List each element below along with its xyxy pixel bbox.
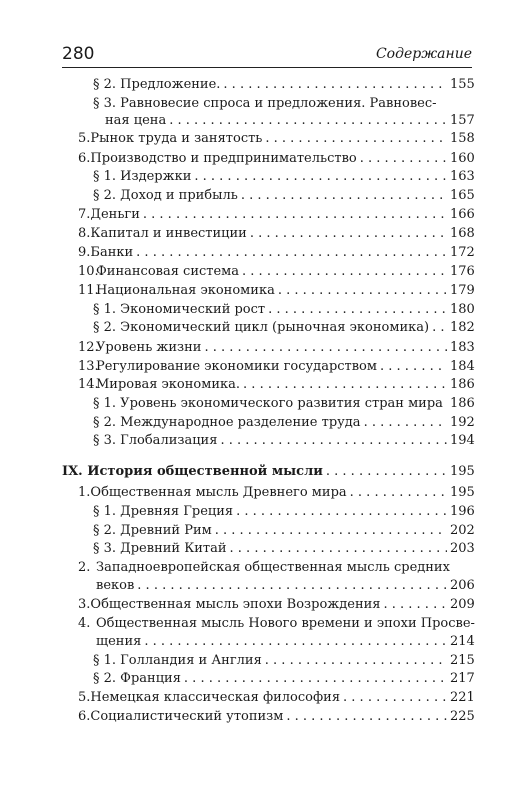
toc-entry[interactable]	[78, 244, 475, 262]
toc-entry-page: 192	[450, 415, 475, 430]
toc-entry[interactable]	[78, 376, 475, 394]
toc-entry-page: 215	[450, 653, 475, 668]
leader-dots	[343, 689, 447, 707]
toc-entry-label: § 1. Издержки	[93, 169, 192, 184]
toc-entry-page: 158	[450, 131, 475, 146]
toc-entry[interactable]	[78, 596, 475, 614]
leader-dots	[278, 282, 447, 300]
toc-entry-page: 214	[450, 634, 475, 649]
toc-entry[interactable]	[78, 484, 475, 502]
toc-entry[interactable]	[78, 206, 475, 224]
leader-dots	[364, 414, 447, 432]
toc-entry[interactable]	[78, 358, 475, 376]
toc-entry-label: Производство и предпринимательство	[90, 151, 357, 166]
toc-entry[interactable]	[93, 540, 475, 558]
toc-entry[interactable]	[96, 577, 475, 595]
toc-entry-label: веков	[96, 578, 135, 593]
toc-entry-label-part: Общественная мысль Нового времени и эпохи Просве-	[96, 616, 475, 631]
toc-entry-page: 163	[450, 169, 475, 184]
toc-entry-label: Рынок труда и занятость	[90, 131, 263, 146]
toc-entry[interactable]	[78, 150, 475, 168]
toc-entry-label: § 1. Уровень экономического развития стран мира	[93, 396, 443, 411]
toc-entry-label: Мировая экономика.	[96, 377, 241, 392]
leader-dots	[383, 596, 447, 614]
leader-dots	[243, 376, 447, 394]
toc-entry[interactable]	[93, 168, 475, 186]
toc-entry-label: § 2. Международное разделение труда	[93, 415, 361, 430]
leader-dots	[143, 206, 447, 224]
toc-entry-number: 14.	[78, 377, 99, 392]
toc-entry[interactable]	[78, 225, 475, 243]
toc-entry-page: 195	[450, 464, 475, 479]
toc-entry-label: Банки	[90, 245, 134, 260]
toc-entry-label: § 2. Франция	[93, 671, 181, 686]
toc-entry[interactable]	[93, 319, 475, 337]
page-header	[62, 44, 472, 66]
toc-entry-page: 209	[450, 597, 475, 612]
toc-entry[interactable]	[78, 130, 475, 148]
leader-dots	[250, 225, 447, 243]
toc-entry-label: § 2. Предложение.	[93, 77, 221, 92]
toc-entry-page: 172	[450, 245, 475, 260]
running-title: Содержание	[375, 46, 472, 62]
toc-entry-number: 5.	[78, 690, 91, 705]
toc-entry[interactable]	[93, 301, 475, 319]
toc-entry-label: Деньги	[90, 207, 140, 222]
leader-dots	[137, 577, 447, 595]
toc-entry-number: 4.	[78, 616, 91, 631]
toc-entry-page: 217	[450, 671, 475, 686]
toc-entry[interactable]	[93, 670, 475, 688]
leader-dots	[265, 130, 447, 148]
toc-chapter-heading[interactable]	[62, 463, 475, 481]
page-number: 280	[62, 44, 95, 64]
toc-entry-label: § 2. Древний Рим	[93, 523, 212, 538]
toc-entry[interactable]	[93, 652, 475, 670]
toc-entry-number: 6.	[78, 709, 91, 724]
toc-entry-page: 195	[450, 485, 475, 500]
toc-entry-label: § 3. Глобализация	[93, 433, 218, 448]
leader-dots	[241, 187, 447, 205]
leader-dots	[220, 432, 447, 450]
toc-entry-page: 157	[450, 113, 475, 128]
toc-entry[interactable]	[93, 395, 475, 413]
toc-entry-page: 196	[450, 504, 475, 519]
leader-dots	[169, 112, 447, 130]
toc-entry-page: 155	[450, 77, 475, 92]
toc-entry[interactable]	[93, 522, 475, 540]
toc-entry[interactable]	[78, 282, 475, 300]
toc-entry[interactable]	[93, 414, 475, 432]
toc-entry-label-line1	[78, 615, 475, 633]
toc-entry-number: 8.	[78, 226, 91, 241]
toc-entry-label: IX. История общественной мысли	[62, 464, 323, 479]
toc-entry-page: 180	[450, 302, 475, 317]
toc-entry-label: Уровень жизни	[96, 340, 202, 355]
leader-dots	[194, 168, 447, 186]
toc-entry[interactable]	[93, 187, 475, 205]
leader-dots	[380, 358, 447, 376]
toc-entry-label: Немецкая классическая философия	[90, 690, 341, 705]
toc-entry-page: 206	[450, 578, 475, 593]
toc-entry-number: 1.	[78, 485, 91, 500]
toc-entry-label: щения	[96, 634, 142, 649]
toc-entry-label: Социалистический утопизм	[90, 709, 284, 724]
toc-entry-label: § 3. Древний Китай	[93, 541, 227, 556]
toc-entry-page: 186	[450, 396, 475, 411]
leader-dots	[350, 484, 447, 502]
leader-dots	[265, 652, 447, 670]
toc-entry[interactable]	[78, 689, 475, 707]
toc-entry-page: 203	[450, 541, 475, 556]
toc-entry-page: 168	[450, 226, 475, 241]
toc-entry-label: § 2. Экономический цикл (рыночная экономика)	[93, 320, 430, 335]
toc-entry-label: Национальная экономика	[96, 283, 275, 298]
leader-dots	[268, 301, 447, 319]
leader-dots	[184, 670, 447, 688]
toc-entry[interactable]	[78, 708, 475, 726]
toc-entry-page: 183	[450, 340, 475, 355]
toc-entry-label-line1	[78, 559, 450, 577]
leader-dots	[286, 708, 447, 726]
leader-dots	[242, 263, 447, 281]
toc-entry-page: 179	[450, 283, 475, 298]
toc-entry-label: § 1. Древняя Греция	[93, 504, 234, 519]
toc-entry-number: 2.	[78, 560, 91, 575]
toc-entry-number: 11.	[78, 283, 99, 298]
leader-dots	[136, 244, 447, 262]
toc-entry-page: 165	[450, 188, 475, 203]
toc-entry-label: Общественная мысль Древнего мира	[90, 485, 347, 500]
toc-entry-label: § 2. Доход и прибыль	[93, 188, 238, 203]
toc-entry-number: 9.	[78, 245, 91, 260]
toc-entry-number: 12.	[78, 340, 99, 355]
toc-entry-page: 160	[450, 151, 475, 166]
toc-entry-page: 166	[450, 207, 475, 222]
header-rule	[62, 67, 472, 68]
toc-entry-label: § 1. Голландия и Англия	[93, 653, 262, 668]
toc-entry-page: 202	[450, 523, 475, 538]
toc-entry-label-part: Западноевропейская общественная мысль средних	[96, 560, 450, 575]
toc-entry-label: Общественная мысль эпохи Возрождения	[90, 597, 381, 612]
toc-entry[interactable]	[93, 432, 475, 450]
leader-dots	[223, 76, 447, 94]
toc-entry[interactable]	[105, 112, 475, 130]
toc-entry-page: 182	[450, 320, 475, 335]
toc-entry[interactable]	[78, 339, 475, 357]
toc-entry-label: Регулирование экономики государством	[96, 359, 377, 374]
toc-entry-number: 6.	[78, 151, 91, 166]
leader-dots	[215, 522, 447, 540]
toc-entry-number: 3.	[78, 597, 91, 612]
leader-dots	[360, 150, 447, 168]
leader-dots	[144, 633, 447, 651]
leader-dots	[446, 395, 447, 413]
toc-entry[interactable]	[93, 503, 475, 521]
toc-entry-page: 194	[450, 433, 475, 448]
leader-dots	[204, 339, 447, 357]
leader-dots	[236, 503, 447, 521]
toc-entry-page: 176	[450, 264, 475, 279]
toc-entry-page: 186	[450, 377, 475, 392]
toc-entry-label: ная цена	[105, 113, 167, 128]
toc-entry[interactable]	[96, 633, 475, 651]
toc-entry[interactable]	[93, 76, 475, 94]
toc-entry-page: 221	[450, 690, 475, 705]
leader-dots	[230, 540, 447, 558]
leader-dots	[432, 319, 447, 337]
toc-entry[interactable]	[78, 263, 475, 281]
toc-entry-label-line1: § 3. Равновесие спроса и предложения. Равновес-	[93, 96, 437, 111]
toc-entry-number: 10.	[78, 264, 99, 279]
toc-entry-label: § 1. Экономический рост	[93, 302, 266, 317]
toc-entry-number: 5.	[78, 131, 91, 146]
toc-entry-number: 13.	[78, 359, 99, 374]
toc-entry-label: Капитал и инвестиции	[90, 226, 247, 241]
toc-entry-page: 225	[450, 709, 475, 724]
toc-entry-number: 7.	[78, 207, 91, 222]
toc-entry-page: 184	[450, 359, 475, 374]
toc-entry-label: Финансовая система	[96, 264, 240, 279]
leader-dots	[326, 463, 447, 481]
